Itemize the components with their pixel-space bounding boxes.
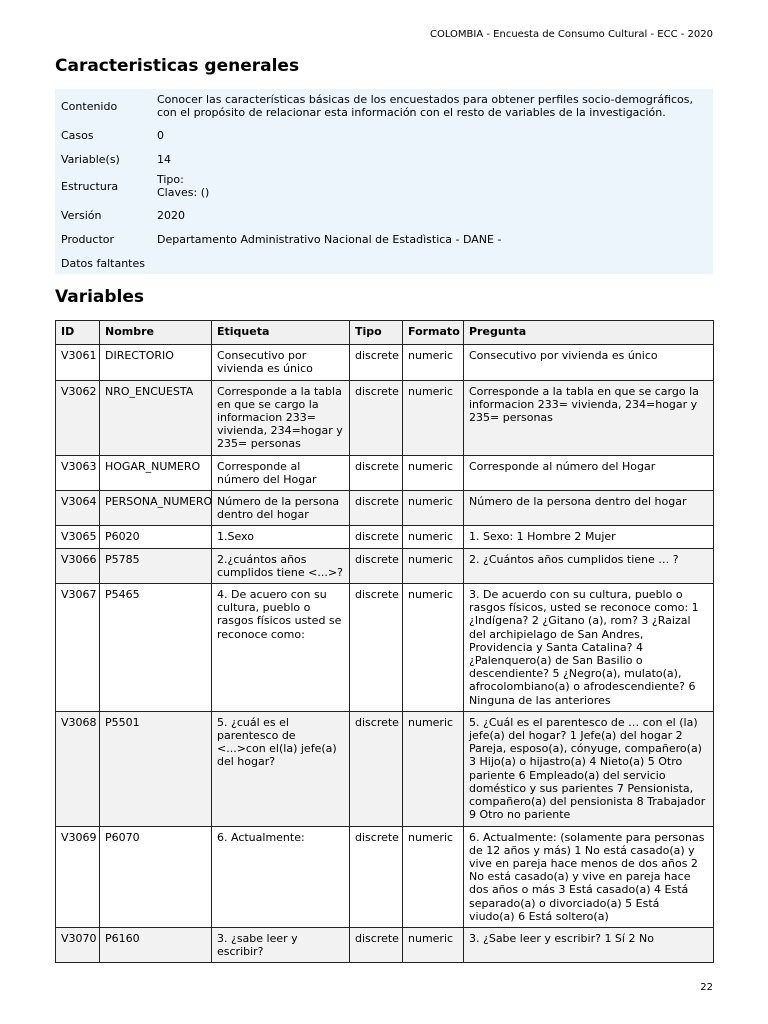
cell-formato: numeric (403, 380, 464, 455)
cell-id: V3068 (56, 711, 100, 826)
general-value: 0 (157, 128, 164, 142)
general-label: Productor (61, 232, 115, 246)
cell-tipo: discrete (350, 584, 403, 712)
table-row (56, 711, 714, 826)
general-row-productor (55, 226, 713, 250)
running-header: COLOMBIA - Encuesta de Consumo Cultural - ECC - 2020 (429, 29, 713, 40)
cell-id: V3062 (56, 380, 100, 455)
cell-formato: numeric (403, 491, 464, 526)
col-header-nombre: Nombre (100, 321, 212, 345)
cell-pregunta: 3. De acuerdo con su cultura, pueblo o rasgos físicos, usted se reconoce como: 1 ¿Indígena? 2 ¿Gitano (a), rom? 3 ¿Raizal del archipielago de San Andres, Providencia y Santa Catalina? 4 ¿Palenquero(a) de San Basilio o descendiente? 5 ¿Negro(a), mulato(a), afrocolombiano(a) o afrodescendiente? 6 Ninguna de las anteriores (464, 584, 714, 712)
cell-tipo: discrete (350, 455, 403, 490)
general-row-estructura (55, 170, 713, 202)
cell-formato: numeric (403, 826, 464, 927)
cell-pregunta: 3. ¿Sabe leer y escribir? 1 Sí 2 No (464, 927, 714, 962)
general-row-contenido (55, 89, 713, 122)
cell-formato: numeric (403, 584, 464, 712)
table-row (56, 927, 714, 962)
cell-tipo: discrete (350, 711, 403, 826)
cell-pregunta: 6. Actualmente: (solamente para personas de 12 años y más) 1 No está casado(a) y vive en pareja hace menos de dos años 2 No está casado(a) y vive en pareja hace dos años o más 3 Está casado(a) 4 Está separado(a) o divorciado(a) 5 Está viudo(a) 6 Está soltero(a) (464, 826, 714, 927)
col-header-tipo: Tipo (350, 321, 403, 345)
cell-pregunta: 5. ¿Cuál es el parentesco de … con el (la) jefe(a) del hogar? 1 Jefe(a) del hogar 2 Pareja, esposo(a), cónyuge, compañero(a) 3 Hijo(a) o hijastro(a) 4 Nieto(a) 5 Otro pariente 6 Empleado(a) del servicio doméstico y sus parientes 7 Pensionista, compañero(a) del pensionista 8 Trabajador 9 Otro no pariente (464, 711, 714, 826)
cell-etiqueta: Corresponde a la tabla en que se cargo la informacion 233= vivienda, 234=hogar y 235= personas (212, 380, 350, 455)
cell-nombre: P6020 (100, 526, 212, 548)
cell-id: V3063 (56, 455, 100, 490)
table-row (56, 455, 714, 490)
cell-nombre: P5785 (100, 548, 212, 583)
cell-etiqueta: 4. De acuero con su cultura, pueblo o rasgos físicos usted se reconoce como: (212, 584, 350, 712)
general-value (151, 170, 713, 202)
cell-etiqueta: 3. ¿sabe leer y escribir? (212, 927, 350, 962)
cell-etiqueta: 5. ¿cuál es el parentesco de <...>con el(la) jefe(a) del hogar? (212, 711, 350, 826)
cell-id: V3066 (56, 548, 100, 583)
table-row (56, 548, 714, 583)
cell-tipo: discrete (350, 548, 403, 583)
table-row (56, 826, 714, 927)
general-characteristics-box (55, 89, 713, 274)
cell-etiqueta: 1.Sexo (212, 526, 350, 548)
cell-etiqueta: Número de la persona dentro del hogar (212, 491, 350, 526)
cell-nombre: DIRECTORIO (100, 345, 212, 380)
section-title-variables: Variables (55, 287, 145, 307)
general-label: Versión (61, 208, 102, 222)
cell-tipo: discrete (350, 826, 403, 927)
general-value: Conocer las características básicas de los encuestados para obtener perfiles socio-demográficos, con el propósito de relacionar esta información con el resto de variables de la investigación. (157, 93, 694, 119)
general-row-version (55, 202, 713, 226)
cell-tipo: discrete (350, 380, 403, 455)
section-title-general: Caracteristicas generales (55, 56, 300, 76)
table-row (56, 345, 714, 380)
col-header-pregunta: Pregunta (464, 321, 714, 345)
table-row (56, 584, 714, 712)
cell-id: V3065 (56, 526, 100, 548)
cell-etiqueta: 2.¿cuántos años cumplidos tiene <...>? (212, 548, 350, 583)
general-value: 14 (157, 152, 171, 166)
cell-pregunta: Corresponde a la tabla en que se cargo la informacion 233= vivienda, 234=hogar y 235= personas (464, 380, 714, 455)
cell-formato: numeric (403, 345, 464, 380)
estructura-claves: Claves: () (157, 186, 210, 199)
cell-pregunta: Corresponde al número del Hogar (464, 455, 714, 490)
cell-formato: numeric (403, 548, 464, 583)
general-label: Contenido (61, 99, 118, 113)
table-row (56, 380, 714, 455)
general-label: Estructura (61, 179, 119, 193)
table-row (56, 526, 714, 548)
variables-header-row (56, 321, 714, 345)
cell-tipo: discrete (350, 927, 403, 962)
cell-nombre: NRO_ENCUESTA (100, 380, 212, 455)
general-row-datos-faltantes (55, 250, 713, 274)
cell-id: V3061 (56, 345, 100, 380)
cell-tipo: discrete (350, 345, 403, 380)
cell-formato: numeric (403, 927, 464, 962)
cell-nombre: HOGAR_NUMERO (100, 455, 212, 490)
general-row-casos (55, 122, 713, 146)
variables-table (55, 320, 714, 963)
col-header-id: ID (56, 321, 100, 345)
cell-pregunta: 1. Sexo: 1 Hombre 2 Mujer (464, 526, 714, 548)
cell-pregunta: 2. ¿Cuántos años cumplidos tiene … ? (464, 548, 714, 583)
general-label: Casos (61, 128, 94, 142)
general-value (151, 250, 713, 274)
general-label: Datos faltantes (61, 256, 145, 270)
general-characteristics-table (55, 89, 713, 274)
general-row-variables (55, 146, 713, 170)
cell-pregunta: Número de la persona dentro del hogar (464, 491, 714, 526)
cell-nombre: P5465 (100, 584, 212, 712)
cell-nombre: P5501 (100, 711, 212, 826)
col-header-formato: Formato (403, 321, 464, 345)
cell-tipo: discrete (350, 526, 403, 548)
table-row (56, 491, 714, 526)
estructura-tipo: Tipo: (157, 173, 184, 186)
cell-id: V3069 (56, 826, 100, 927)
general-value: 2020 (157, 208, 185, 222)
cell-pregunta: Consecutivo por vivienda es único (464, 345, 714, 380)
general-label: Variable(s) (61, 152, 120, 166)
cell-nombre: P6160 (100, 927, 212, 962)
cell-formato: numeric (403, 455, 464, 490)
cell-nombre: PERSONA_NUMERO (100, 491, 212, 526)
cell-id: V3064 (56, 491, 100, 526)
cell-tipo: discrete (350, 491, 403, 526)
cell-id: V3067 (56, 584, 100, 712)
cell-nombre: P6070 (100, 826, 212, 927)
cell-id: V3070 (56, 927, 100, 962)
cell-etiqueta: 6. Actualmente: (212, 826, 350, 927)
general-value: Departamento Administrativo Nacional de Estadìstica - DANE - (157, 232, 502, 246)
cell-formato: numeric (403, 526, 464, 548)
variables-table-container (55, 320, 713, 963)
cell-etiqueta: Consecutivo por vivienda es único (212, 345, 350, 380)
cell-etiqueta: Corresponde al número del Hogar (212, 455, 350, 490)
cell-formato: numeric (403, 711, 464, 826)
col-header-etiqueta: Etiqueta (212, 321, 350, 345)
page-number: 22 (700, 982, 713, 993)
